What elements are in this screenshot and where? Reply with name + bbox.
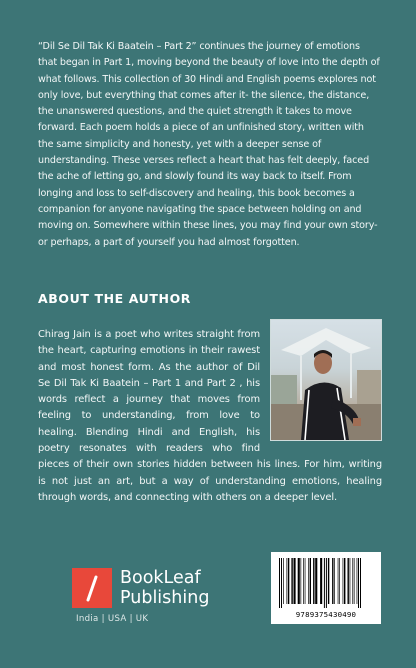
author-section [38, 327, 382, 506]
barcode-bar [328, 558, 329, 604]
publisher-name [120, 568, 209, 608]
barcode-bar [291, 558, 292, 604]
barcode-bar [305, 558, 306, 604]
author-bio: Chirag Jain is a poet who writes straight from the heart, capturing emotions in their rawest and most honest form. As the author of Dil Se Dil Tak Ki Baatein – Part 1 and Part 2 , his words reflect a journey that moves from feeling to understanding, from love to healing. Blending Hindi and English, his poetry resonates with readers who find pieces of their own stories hidden between his lines. For him, writing is not just an art, but a way of understanding emotions, healing through words, and connecting with others on a deeper level. [38, 329, 382, 503]
barcode-bar [283, 558, 284, 604]
barcode-bar [343, 558, 344, 604]
barcode-bar [357, 558, 358, 604]
barcode-bar [301, 558, 302, 604]
barcode-bar [350, 558, 351, 604]
barcode-bar [320, 558, 322, 604]
barcode-bar [281, 558, 282, 608]
barcode-bar [308, 558, 309, 604]
barcode-bar [326, 558, 327, 608]
barcode-bar [358, 558, 359, 608]
publisher-name-line1: BookLeaf [120, 568, 201, 588]
barcode-bar [313, 558, 314, 604]
barcode-bar [352, 558, 353, 604]
publisher-logo-mark [72, 568, 112, 608]
barcode-bar [334, 558, 335, 604]
book-blurb: “Dil Se Dil Tak Ki Baatein – Part 2” continues the journey of emotions that began in Part 1, moving beyond the beauty of love into the depth of what follows. This collection of 30 Hindi and English poems explores not only love, but everything that comes after it- the silence, the distance, the unanswered questions, and the quiet strength it takes to move forward. Each poem holds a piece of an unfinished story, written with the same simplicity and honesty, yet with a deeper sense of understanding. These verses reflect a heart that has felt deeply, faced the ache of letting go, and slowly found its way back to itself. From longing and loss to self-discovery and healing, this book becomes a companion for anyone navigating the space between holding on and moving on. Somewhere within these lines, you may find your own story- or perhaps, a part of yourself you had almost forgotten. [38, 41, 380, 248]
publisher-regions: India | USA | UK [76, 614, 149, 624]
barcode-bar [315, 558, 317, 604]
barcode-bar [338, 558, 339, 604]
barcode-bar [279, 558, 280, 608]
barcode-bar [288, 558, 289, 604]
barcode-bar [348, 558, 349, 604]
isbn-barcode [271, 552, 381, 624]
barcode-bars [277, 558, 375, 608]
barcode-bar [354, 558, 355, 604]
about-author-heading: ABOUT THE AUTHOR [38, 291, 192, 306]
author-photo-illustration [271, 320, 381, 440]
barcode-bar [332, 558, 333, 604]
barcode-bar [344, 558, 345, 604]
barcode-bar [298, 558, 300, 604]
publisher-name-line2: Publishing [120, 588, 210, 608]
barcode-bar [294, 558, 296, 604]
barcode-bar [310, 558, 311, 604]
slash-icon [72, 568, 112, 608]
barcode-bar [339, 558, 340, 604]
barcode-bar [360, 558, 361, 608]
barcode-bar [324, 558, 325, 608]
author-photo [270, 319, 382, 441]
isbn-number: 9789375430490 [295, 610, 357, 619]
publisher-logo [72, 566, 210, 624]
barcode-bar [287, 558, 288, 604]
barcode-bar [303, 558, 304, 604]
